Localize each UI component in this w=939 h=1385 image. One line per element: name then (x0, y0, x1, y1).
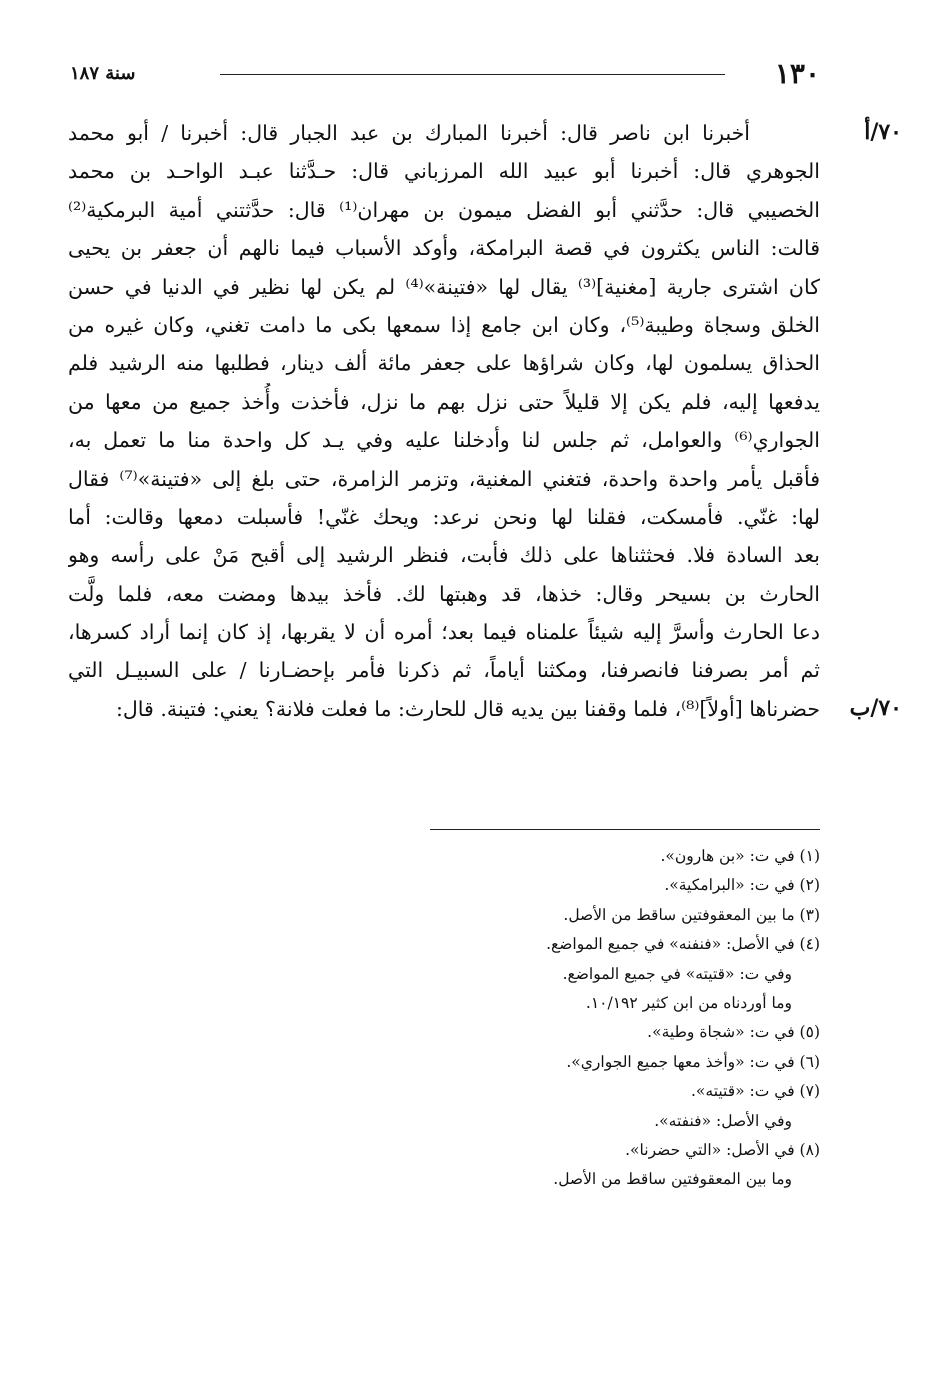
footnote-continuation: وفي ت: «قتيته» في جميع المواضع. (562, 964, 792, 983)
footnote-continuation: وفي الأصل: «فنفته». (654, 1111, 792, 1130)
text-line: يدفعها إليه، فلم يكن إلا قليلاً حتى نزل بهم ما نزل، فأخذت وأُخذ جميع من معها من (68, 389, 820, 414)
text-line: الخصيبي قال: حدَّثني أبو الفضل ميمون بن مهران⁽¹⁾ قال: حدَّثتني أمية البرمكية⁽²⁾ (68, 197, 820, 222)
text-line: الحارث بن بسيحر وقال: خذها، قد وهبتها لك. فأخذ بيدها ومضت معه، فلما ولَّت (68, 581, 820, 606)
text-line: قالت: الناس يكثرون في قصة البرامكة، وأوكد الأسباب فيما نالهم أن جعفر بن يحيى (68, 236, 820, 261)
footnote: (٣) ما بين المعقوفتين ساقط من الأصل. (563, 905, 820, 924)
text-line: ثم أمر بصرفنا فانصرفنا، ومكثنا أياماً، ثم ذكرنا فأمر بإحضـارنا / على السبيـل التي (68, 658, 820, 683)
header-rule (220, 74, 725, 75)
running-title: سنة ١٨٧ (70, 63, 136, 84)
text-line: أخبرنا ابن ناصر قال: أخبرنا المبارك بن عبد الجبار قال: أخبرنا / أبو محمد (68, 121, 750, 145)
folio-marker-b: ٧٠/ب (849, 695, 902, 721)
text-line: بعد السادة فلا. فحثثناها على ذلك فأبت، فنظر الرشيد إلى أقبح مَنْ على رأسه وهو (68, 543, 820, 568)
footnote: (٢) في ت: «البرامكية». (664, 876, 820, 895)
footnote: (٦) في ت: «وأخذ معها جميع الجواري». (566, 1052, 820, 1071)
footnote-continuation: وما أوردناه من ابن كثير ١٠/١٩٢. (585, 993, 792, 1012)
text-line: لها: غنّي. فأمسكت، فقلنا لها ونحن نرعد: ويحك غنّي! فأسبلت دمعها وقالت: أما (68, 504, 820, 529)
folio-marker-a: ٧٠/أ (864, 119, 902, 145)
footnote-continuation: وما بين المعقوفتين ساقط من الأصل. (553, 1170, 792, 1189)
text-line: الجواري⁽⁶⁾ والعوامل، ثم جلس لنا وأدخلنا عليه وفي يـد كل واحدة منا ما تعمل به، (68, 428, 820, 453)
footnote: (٤) في الأصل: «فنفنه» في جميع المواضع. (546, 935, 820, 954)
footnote: (٥) في ت: «شجاة وطية». (647, 1023, 820, 1042)
footnote: (١) في ت: «بن هارون». (660, 847, 820, 865)
text-line: الحذاق يسلمون لها، وكان شراؤها على جعفر مائة ألف دينار، فطلبها منه الرشيد فلم (68, 351, 820, 376)
text-line: حضرناها [أولاً]⁽⁸⁾، فلما وقفنا بين يديه قال للحارث: ما فعلت فلانة؟ يعني: فتينة. قال: (115, 696, 820, 721)
footnote: (٧) في ت: «قتيته». (690, 1082, 820, 1101)
footnote: (٨) في الأصل: «التي حضرنا». (625, 1140, 820, 1159)
footnotes (200, 842, 820, 1195)
text-line: دعا الحارث وأسرَّ إليه شيئاً علمناه فيما بعد؛ أمره أن لا يقربها، إذ كان إنما أراد كسرها، (68, 620, 820, 645)
text-line: الجوهري قال: أخبرنا أبو عبيد الله المرزباني قال: حـدَّثنا عبـد الواحـد بن محمد (68, 159, 820, 184)
text-line: فأقبل يأمر واحدة واحدة، فتغني المغنية، وتزمر الزامرة، حتى بلغ إلى «فتينة»⁽⁷⁾ فقال (68, 466, 820, 491)
text-line: كان اشترى جارية [مغنية]⁽³⁾ يقال لها «فتينة»⁽⁴⁾ لم يكن لها نظير في الدنيا في حسن (68, 274, 820, 299)
page-number: ١٣٠ (774, 57, 820, 90)
footnote-separator (430, 829, 820, 830)
main-text (68, 114, 820, 728)
text-line: الخلق وسجاة وطيبة⁽⁵⁾، وكان ابن جامع إذا سمعها بكى ما دامت تغني، وكان غيره من (68, 312, 820, 337)
running-header (70, 56, 820, 92)
